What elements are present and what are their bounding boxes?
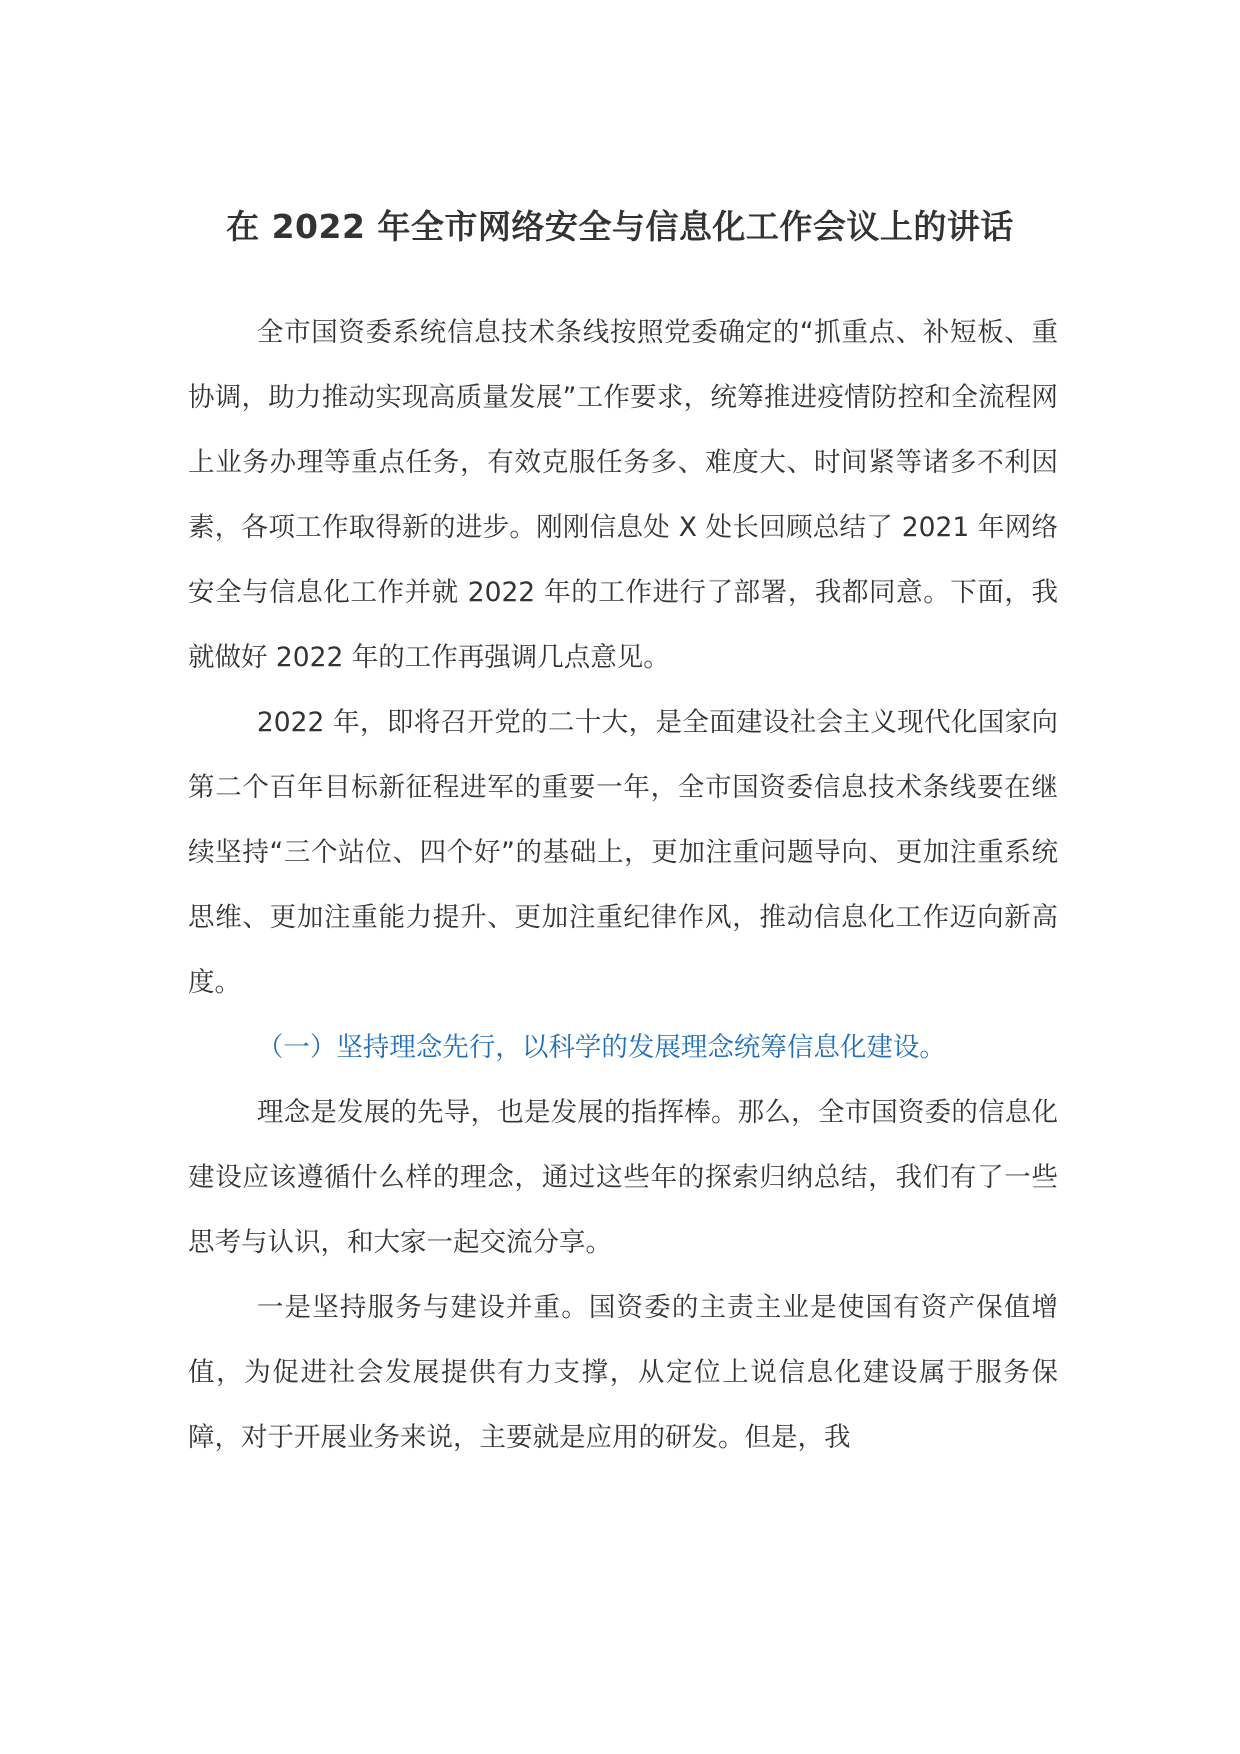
paragraph-service-and-construction: 一是坚持服务与建设并重。国资委的主责主业是使国有资产保值增值，为促进社会发展提供有力支撑，从定位上说信息化建设属于服务保障，对于开展业务来说，主要就是应用的研发。但是，我	[188, 1292, 1058, 1453]
paragraph-concept: 理念是发展的先导，也是发展的指挥棒。那么，全市国资委的信息化建设应该遵循什么样的理念，通过这些年的探索归纳总结，我们有了一些思考与认识，和大家一起交流分享。	[188, 1097, 1058, 1258]
paragraph-intro: 全市国资委系统信息技术条线按照党委确定的“抓重点、补短板、重协调，助力推动实现高质量发展”工作要求，统筹推进疫情防控和全流程网上业务办理等重点任务，有效克服任务多、难度大、时间紧等诸多不利因素，各项工作取得新的进步。刚刚信息处 X 处长回顾总结了 2021 年网络安全与信息化工作并就 2022 年的工作进行了部署，我都同意。下面，我就做好 2022 年的工作再强调几点意见。	[188, 317, 1058, 673]
document-body	[188, 300, 1058, 1470]
paragraph-2022-goals: 2022 年，即将召开党的二十大，是全面建设社会主义现代化国家向第二个百年目标新征程进军的重要一年，全市国资委信息技术条线要在继续坚持“三个站位、四个好”的基础上，更加注重问题导向、更加注重系统思维、更加注重能力提升、更加注重纪律作风，推动信息化工作迈向新高度。	[188, 707, 1058, 998]
section-heading-1: （一）坚持理念先行，以科学的发展理念统筹信息化建设。	[256, 1032, 946, 1063]
document-title: 在 2022 年全市网络安全与信息化工作会议上的讲话	[226, 207, 1014, 246]
